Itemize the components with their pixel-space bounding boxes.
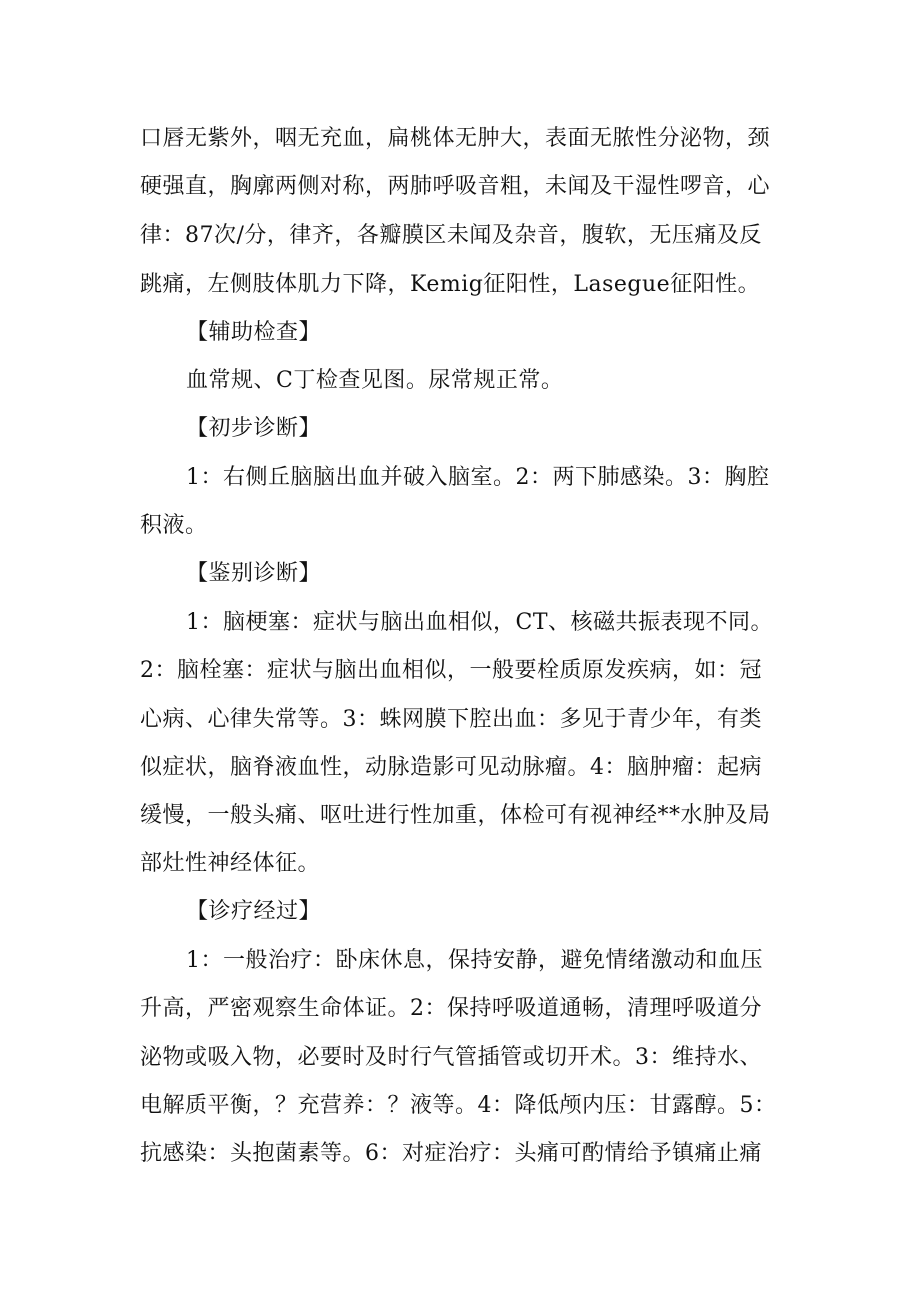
body-line: 积液。 <box>140 513 208 538</box>
body-line: 缓慢，一般头痛、呕吐进行性加重，体检可有视神经**水肿及局 <box>140 803 771 828</box>
body-line: 泌物或吸入物，必要时及时行气管插管或切开术。3：维持水、 <box>140 1045 762 1070</box>
body-line: 抗感染：头抱菌素等。6：对症治疗：头痛可酌情给予镇痛止痛 <box>140 1141 762 1166</box>
body-line: 似症状，脑脊液血性，动脉造影可见动脉瘤。4：脑肿瘤：起病 <box>140 755 762 780</box>
section-heading-treatment-course: 【诊疗经过】 <box>186 899 322 924</box>
body-line: 心病、心律失常等。3：蛛网膜下腔出血：多见于青少年，有类 <box>140 707 762 732</box>
body-line: 律：87次/分，律齐，各瓣膜区未闻及杂音，腹软，无压痛及反 <box>140 223 762 248</box>
body-line: 升高，严密观察生命体证。2：保持呼吸道通畅，清理呼吸道分 <box>140 996 762 1021</box>
body-line: 血常规、C丁检查见图。尿常规正常。 <box>186 368 564 393</box>
body-line: 1：脑梗塞：症状与脑出血相似，CT、核磁共振表现不同。 <box>186 610 774 635</box>
body-line: 硬强直，胸廓两侧对称，两肺呼吸音粗，未闻及干湿性啰音，心 <box>140 174 771 199</box>
body-line: 跳痛，左侧肢体肌力下降，Kemig征阳性，Lasegue征阳性。 <box>140 272 761 297</box>
section-heading-differential-diagnosis: 【鉴别诊断】 <box>186 561 322 586</box>
section-heading-auxiliary-exam: 【辅助检查】 <box>186 320 322 345</box>
body-line: 电解质平衡，？充营养：？液等。4：降低颅内压：甘露醇。5： <box>140 1093 777 1118</box>
section-heading-preliminary-diagnosis: 【初步诊断】 <box>186 416 322 441</box>
body-line: 1：右侧丘脑脑出血并破入脑室。2：两下肺感染。3：胸腔 <box>186 465 770 490</box>
body-line: 部灶性神经体征。 <box>140 851 321 876</box>
body-line: 2：脑栓塞：症状与脑出血相似，一般要栓质原发疾病，如：冠 <box>140 658 762 683</box>
body-line: 1：一般治疗：卧床休息，保持安静，避免情绪激动和血压 <box>186 948 763 973</box>
body-line: 口唇无紫外，咽无充血，扁桃体无肿大，表面无脓性分泌物，颈 <box>140 126 771 151</box>
